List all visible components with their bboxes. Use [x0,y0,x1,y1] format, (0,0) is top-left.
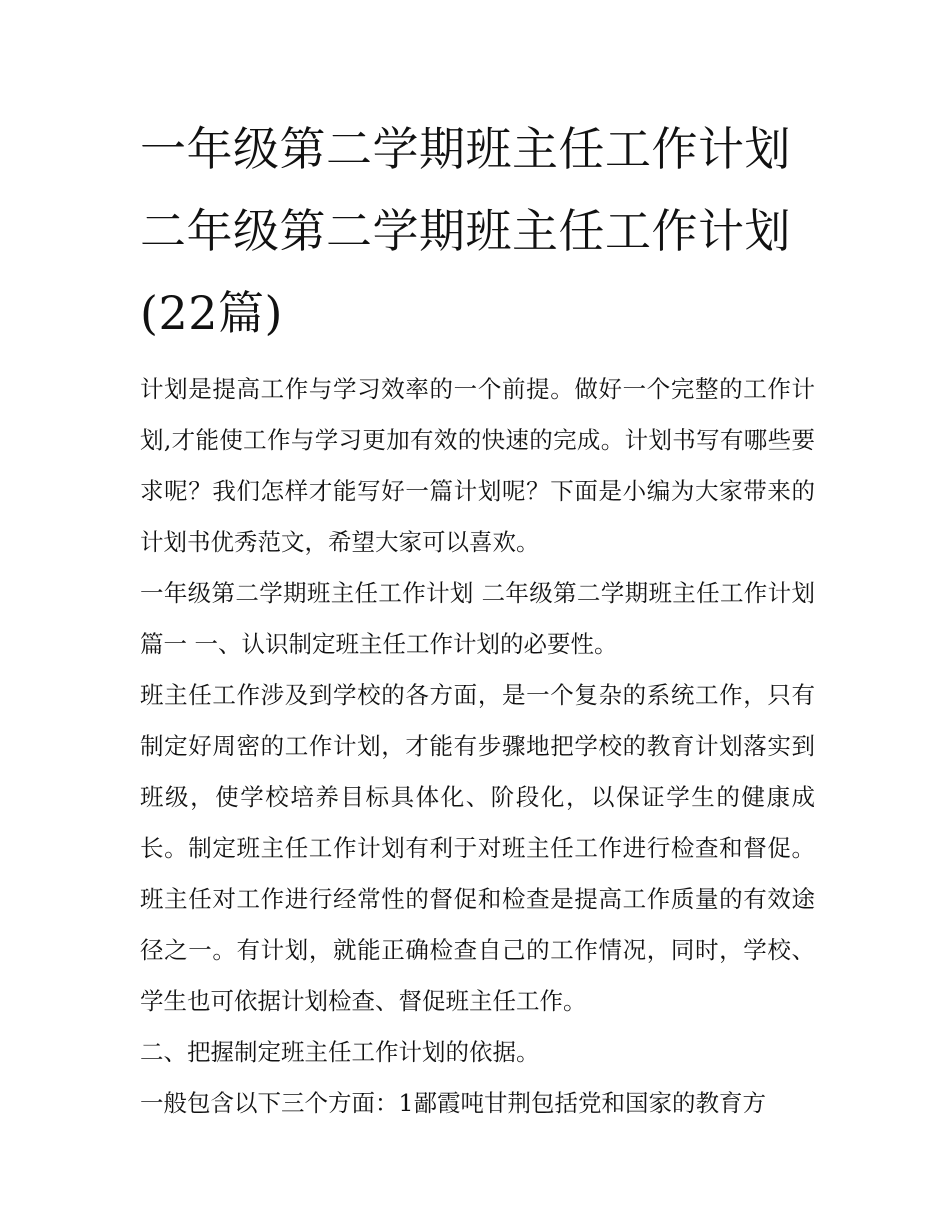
paragraph-basis-heading: 二、把握制定班主任工作计划的依据。 [140,1038,540,1066]
paragraph-section-heading: 一年级第二学期班主任工作计划 二年级第二学期班主任工作计划篇一 一、认识制定班主任工作计划的必要性。 [140,579,815,658]
paragraph-basis-content: 一般包含以下三个方面：1鄙霞吨甘荆包括党和国家的教育方 [140,1089,766,1117]
paragraph-intro: 计划是提高工作与学习效率的一个前提。做好一个完整的工作计划,才能使工作与学习更加有效的快速的完成。计划书写有哪些要求呢？我们怎样才能写好一篇计划呢？下面是小编为大家带来的计划书优秀范文，希望大家可以喜欢。 [140,375,815,556]
paragraph-necessity: 班主任工作涉及到学校的各方面，是一个复杂的系统工作，只有制定好周密的工作计划，才能有步骤地把学校的教育计划落实到班级，使学校培养目标具体化、阶段化，以保证学生的健康成长。制定班主任工作计划有利于对班主任工作进行检查和督促。班主任对工作进行经常性的督促和检查是提高工作质量的有效途径之一。有计划，就能正确检查自己的工作情况，同时，学校、学生也可依据计划检查、督促班主任工作。 [140,681,815,1015]
document-title: 一年级第二学期班主任工作计划 二年级第二学期班主任工作计划(22篇) [140,122,791,340]
document-page [140,108,815,1129]
